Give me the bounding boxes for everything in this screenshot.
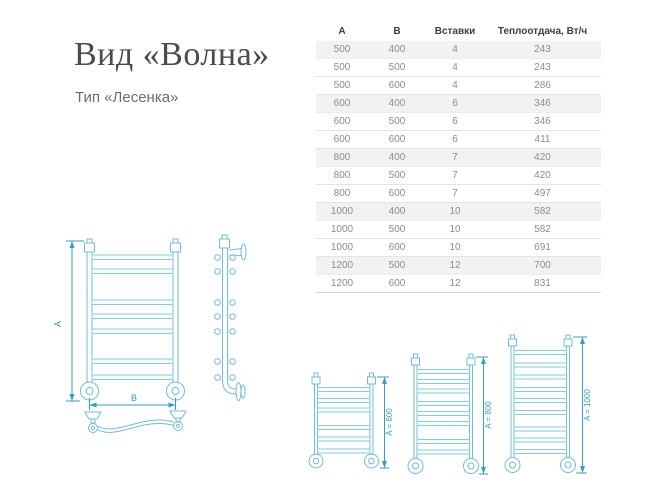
table-cell: 500 — [316, 59, 368, 77]
side-view-drawing — [215, 235, 246, 401]
page-title: Вид «Волна» — [74, 36, 270, 73]
table-cell: 1000 — [316, 239, 368, 257]
table-cell: 400 — [368, 41, 426, 59]
table-cell: 600 — [316, 113, 368, 131]
table-cell: 600 — [368, 185, 426, 203]
table-cell: 4 — [426, 77, 484, 95]
size-600-label: A = 600 — [385, 408, 394, 436]
table-cell: 600 — [368, 275, 426, 293]
size-diagram-600 — [309, 373, 394, 468]
table-cell: 7 — [426, 185, 484, 203]
size-diagram-1000 — [505, 335, 592, 473]
table-cell: 497 — [484, 185, 601, 203]
table-cell: 1200 — [316, 275, 368, 293]
table-cell: 582 — [484, 221, 601, 239]
front-view-dimension-b — [90, 393, 176, 410]
dimension-b-label: B — [130, 393, 138, 403]
table-cell: 400 — [368, 203, 426, 221]
table-cell: 7 — [426, 149, 484, 167]
table-cell: 10 — [426, 239, 484, 257]
table-cell: 1000 — [316, 221, 368, 239]
col-header-b: В — [393, 25, 401, 37]
size-1000-label: A = 1000 — [583, 389, 592, 421]
table-cell: 582 — [484, 203, 601, 221]
table-cell: 10 — [426, 203, 484, 221]
table-cell: 800 — [316, 149, 368, 167]
table-cell: 600 — [368, 239, 426, 257]
page-subtitle: Тип «Лесенка» — [75, 89, 179, 106]
side-view-rung-stubs — [215, 255, 236, 381]
col-header-a: А — [338, 25, 346, 37]
wave-top-view-drawing — [85, 411, 186, 433]
table-cell: 6 — [426, 113, 484, 131]
table-cell: 243 — [484, 41, 601, 59]
table-cell: 420 — [484, 149, 601, 167]
table-cell: 400 — [368, 95, 426, 113]
table-cell: 600 — [316, 95, 368, 113]
table-cell: 500 — [368, 167, 426, 185]
table-cell: 12 — [426, 257, 484, 275]
table-cell: 400 — [368, 149, 426, 167]
table-cell: 4 — [426, 41, 484, 59]
table-cell: 500 — [368, 59, 426, 77]
table-cell: 6 — [426, 95, 484, 113]
table-cell: 500 — [368, 113, 426, 131]
table-cell: 500 — [316, 41, 368, 59]
size-diagram-800 — [408, 354, 493, 474]
table-cell: 600 — [316, 131, 368, 149]
dimension-a-label: A — [53, 320, 63, 328]
size-800-label: A = 800 — [484, 401, 493, 429]
table-cell: 346 — [484, 113, 601, 131]
table-cell: 831 — [484, 275, 601, 293]
table-cell: 700 — [484, 257, 601, 275]
front-view-drawing — [81, 239, 185, 400]
table-cell: 286 — [484, 77, 601, 95]
table-cell: 4 — [426, 59, 484, 77]
table-cell: 243 — [484, 59, 601, 77]
table-cell: 12 — [426, 275, 484, 293]
table-cell: 800 — [316, 185, 368, 203]
front-view-dimension-a — [53, 241, 84, 401]
table-cell: 691 — [484, 239, 601, 257]
col-header-inserts: Вставки — [434, 25, 476, 37]
table-cell: 1200 — [316, 257, 368, 275]
col-header-heat-output: Теплоотдача, Вт/ч — [497, 25, 588, 37]
table-cell: 1000 — [316, 203, 368, 221]
table-cell: 420 — [484, 167, 601, 185]
table-cell: 500 — [368, 257, 426, 275]
table-cell: 600 — [368, 77, 426, 95]
table-cell: 411 — [484, 131, 601, 149]
table-cell: 346 — [484, 95, 601, 113]
table-cell: 10 — [426, 221, 484, 239]
table-cell: 500 — [316, 77, 368, 95]
table-cell: 800 — [316, 167, 368, 185]
table-cell: 500 — [368, 221, 426, 239]
table-cell: 600 — [368, 131, 426, 149]
table-cell: 7 — [426, 167, 484, 185]
table-cell: 6 — [426, 131, 484, 149]
